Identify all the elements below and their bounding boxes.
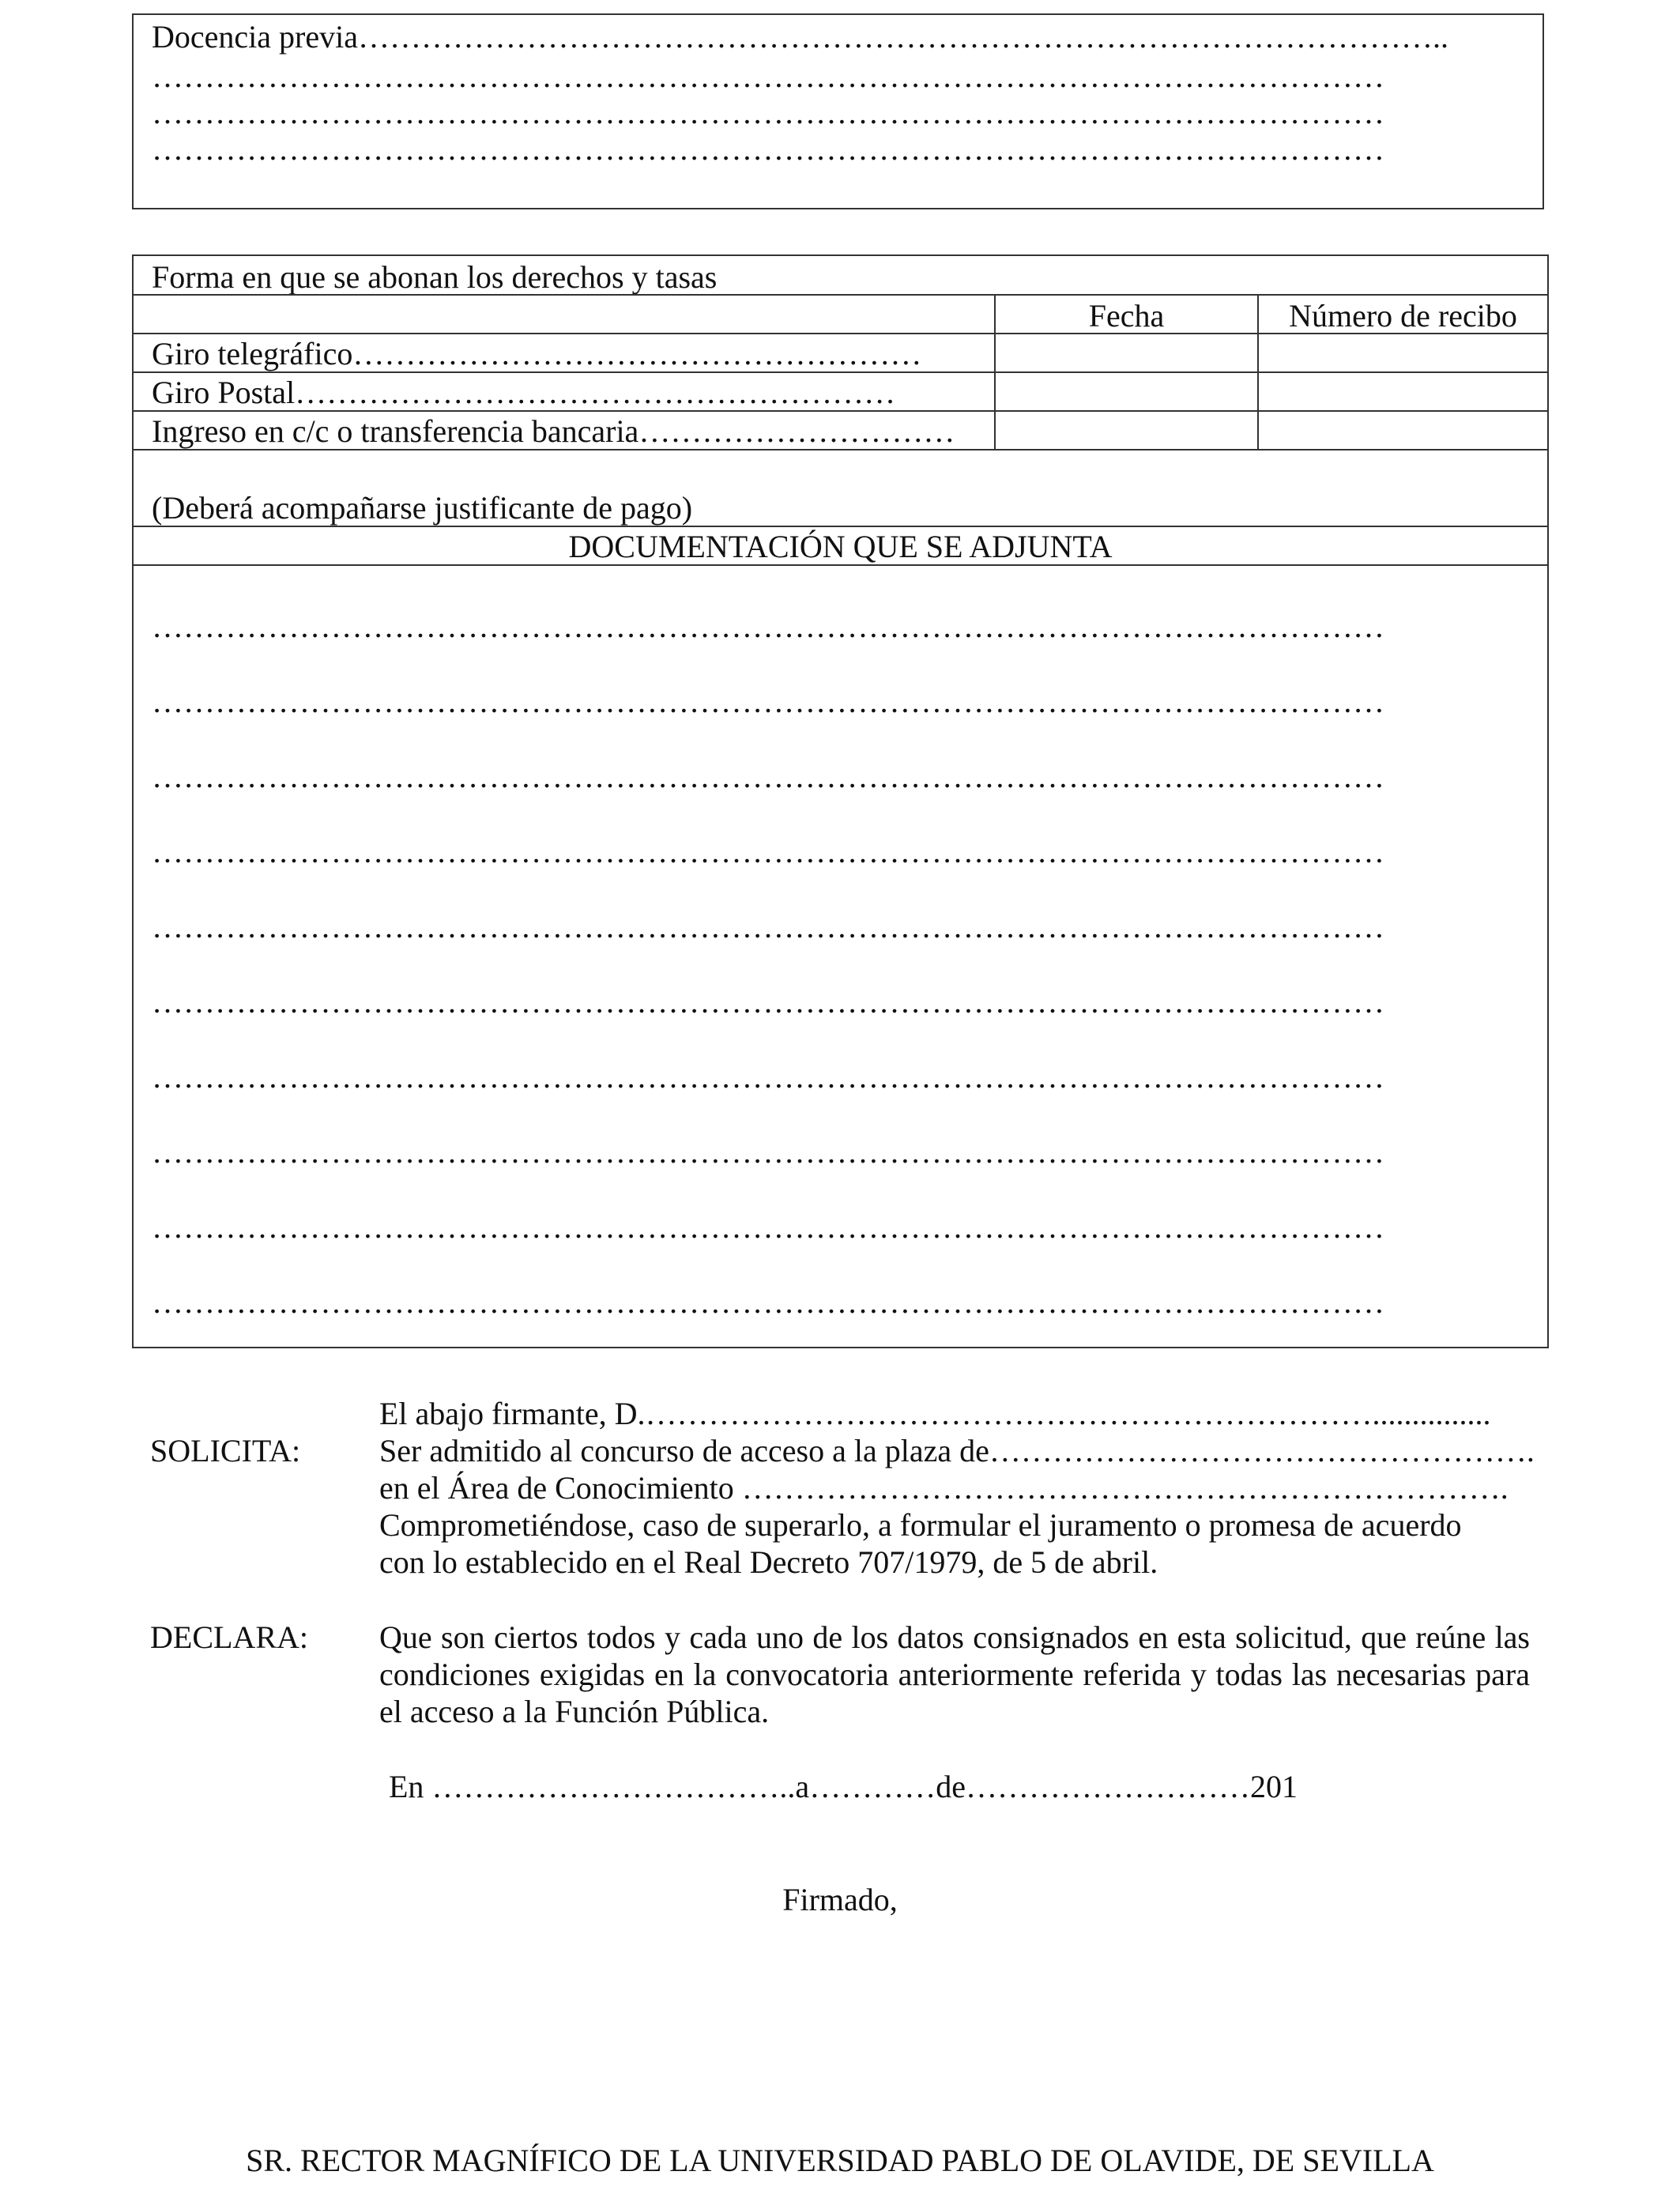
docencia-previa-dots: ………………………………………………………………………………………….. [357, 19, 1448, 55]
divider [134, 449, 1547, 450]
solicita-plaza-line[interactable]: Ser admitido al concurso de acceso a la plaza de……………………………………………. [379, 1433, 1535, 1468]
docencia-line-1[interactable]: ……………………………………………………………………………………………………… [152, 58, 1384, 94]
declara-text: Que son ciertos todos y cada uno de los datos consignados en esta solicitud, que reúne las condiciones exigidas en la convocatoria anteriormente referida y todas las necesarias para el acceso a la Función Pública. [379, 1619, 1530, 1729]
recibo-field-postal[interactable] [1259, 373, 1546, 409]
solicita-label: SOLICITA: [150, 1433, 301, 1468]
payment-method-label: Giro telegráfico [152, 336, 353, 371]
documentation-line-2[interactable]: ……………………………………………………………………………………………………… [152, 684, 1384, 719]
documentation-line-1[interactable]: ……………………………………………………………………………………………………… [152, 609, 1384, 644]
documentation-line-10[interactable]: ……………………………………………………………………………………………………… [152, 1284, 1384, 1320]
payment-method-label: Giro Postal [152, 375, 296, 410]
column-header-fecha: Fecha [1088, 298, 1165, 334]
documentation-line-8[interactable]: ……………………………………………………………………………………………………… [152, 1134, 1384, 1170]
payment-title: Forma en que se abonan los derechos y tasas [152, 259, 718, 295]
declara-label: DECLARA: [150, 1619, 308, 1655]
payment-documentation-table [132, 254, 1549, 1348]
documentation-line-4[interactable]: ……………………………………………………………………………………………………… [152, 834, 1384, 869]
payment-method-dots: ………………………… [638, 413, 955, 449]
payment-method-label: Ingreso en c/c o transferencia bancaria [152, 413, 639, 449]
documentation-line-5[interactable]: ……………………………………………………………………………………………………… [152, 909, 1384, 944]
documentation-line-3[interactable]: ……………………………………………………………………………………………………… [152, 759, 1384, 794]
solicita-real-decreto-line: con lo establecido en el Real Decreto 707/1979, de 5 de abril. [379, 1544, 1158, 1580]
recibo-field-transferencia[interactable] [1259, 412, 1546, 448]
addressee: SR. RECTOR MAGNÍFICO DE LA UNIVERSIDAD PABLO DE OLAVIDE, DE SEVILLA [246, 2143, 1434, 2178]
solicita-area-line[interactable]: en el Área de Conocimiento ………………………………………………………………. [379, 1470, 1509, 1506]
docencia-previa-field[interactable] [152, 18, 1448, 56]
docencia-line-3[interactable]: ……………………………………………………………………………………………………… [152, 131, 1384, 167]
fecha-field-postal[interactable] [996, 373, 1256, 409]
divider [134, 294, 1547, 296]
docencia-line-2[interactable]: ……………………………………………………………………………………………………… [152, 95, 1384, 130]
firmante-line[interactable]: El abajo firmante, D.……………………………………………………………............... [379, 1396, 1491, 1431]
documentation-line-9[interactable]: ……………………………………………………………………………………………………… [152, 1209, 1384, 1245]
recibo-field-telegrafico[interactable] [1259, 334, 1546, 371]
payment-row-giro-postal[interactable] [152, 374, 895, 412]
fecha-field-transferencia[interactable] [996, 412, 1256, 448]
column-header-numero-recibo: Número de recibo [1289, 298, 1517, 334]
documentation-title: DOCUMENTACIÓN QUE SE ADJUNTA [568, 529, 1113, 564]
payment-method-dots: ………………………………………………… [295, 375, 896, 410]
payment-method-dots: ……………………………………………… [352, 336, 922, 371]
date-line[interactable]: En ……………………………..a…………de………………………201 [389, 1769, 1298, 1804]
solicita-compromiso-line: Comprometiéndose, caso de superarlo, a formular el juramento o promesa de acuerdo [379, 1507, 1462, 1543]
payment-row-transferencia[interactable] [152, 413, 955, 450]
payment-note: (Deberá acompañarse justificante de pago) [152, 490, 693, 526]
documentation-line-7[interactable]: ……………………………………………………………………………………………………… [152, 1059, 1384, 1095]
divider [134, 526, 1547, 527]
docencia-previa-label: Docencia previa [152, 19, 358, 55]
signature-label: Firmado, [782, 1882, 898, 1917]
documentation-line-6[interactable]: ……………………………………………………………………………………………………… [152, 984, 1384, 1020]
docencia-previa-box [132, 13, 1544, 209]
payment-row-giro-telegrafico[interactable] [152, 335, 921, 373]
divider [134, 564, 1547, 566]
fecha-field-telegrafico[interactable] [996, 334, 1256, 371]
